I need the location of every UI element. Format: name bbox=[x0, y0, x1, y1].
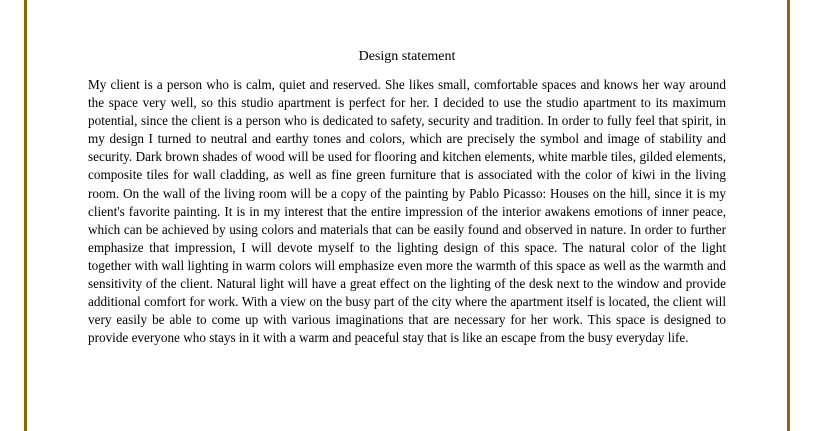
page-border-right bbox=[787, 0, 790, 431]
document-title: Design statement bbox=[358, 49, 456, 64]
document-content bbox=[88, 48, 726, 347]
document-body: My client is a person who is calm, quiet and reserved. She likes small, comfortable spaces and knows her way around the space very well, so this studio apartment is perfect for her. I decided to use the studio apartment to its maximum potential, since the client is a person who is dedicated to safety, security and tradition. In order to fully feel that spirit, in my design I turned to neutral and earthy tones and colors, which are precisely the symbol and image of stability and security. Dark brown shades of wood will be used for flooring and kitchen elements, white marble tiles, gilded elements, composite tiles for wall cladding, as well as fine green furniture that is associated with the color of kiwi in the living room. On the wall of the living room will be a copy of the painting by Pablo Picasso: Houses on the hill, since it is my client's favorite painting. It is in my interest that the entire impression of the interior awakens emotions of inner peace, which can be achieved by using colors and materials that can be easily found and observed in nature. In order to further emphasize that impression, I will devote myself to the lighting design of this space. The natural color of the light together with wall lighting in warm colors will emphasize even more the warmth of this space as well as the warmth and sensitivity of the client. Natural light will have a great effect on the lighting of the desk next to the window and provide additional comfort for work. With a view on the busy part of the city where the apartment itself is located, the client will very easily be able to come up with various imaginations that are necessary for her work. This space is designed to provide everyone who stays in it with a warm and peaceful stay that is like an escape from the busy everyday life. bbox=[88, 77, 726, 346]
page-border-left bbox=[24, 0, 27, 431]
